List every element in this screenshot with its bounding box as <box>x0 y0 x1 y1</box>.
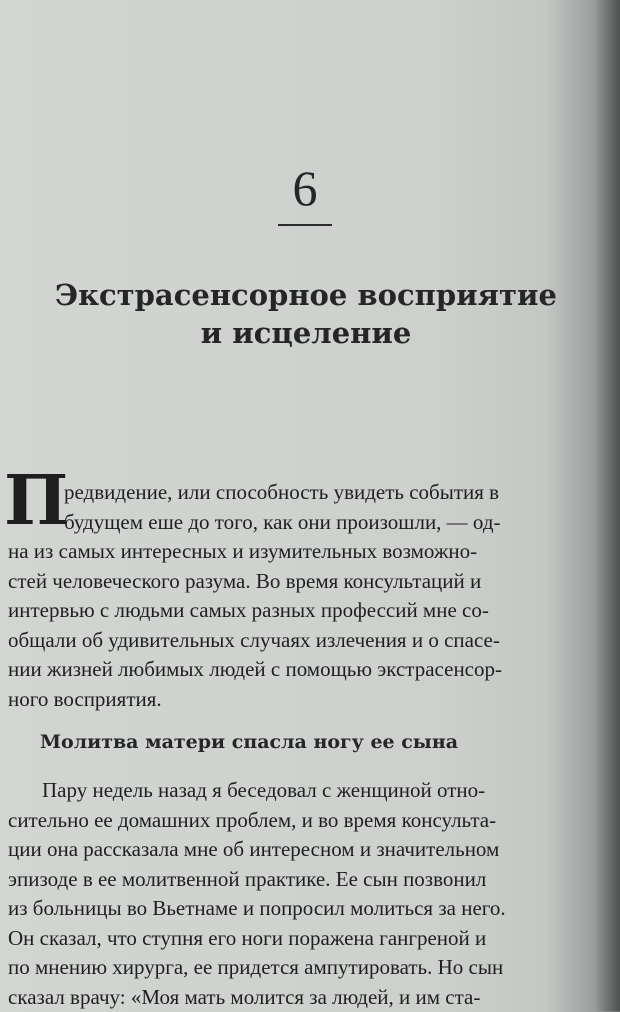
section-paragraph <box>8 776 594 1012</box>
paragraph-line: эпизоде в ее молитвенной практике. Ее сын позвонил <box>8 865 594 895</box>
chapter-title-line-2: и исцеление <box>0 314 612 352</box>
paragraph-line: будущем еше до того, как они произошли, — од- <box>8 508 594 538</box>
paragraph-line: общали об удивительных случаях излечения и о спасе- <box>8 626 594 656</box>
paragraph-line: сительно ее домашних проблем, и во время консульта- <box>8 806 594 836</box>
paragraph-line: редвидение, или способность увидеть события в <box>8 478 594 508</box>
paragraph-line: стей человеческого разума. Во время консультаций и <box>8 567 594 597</box>
paragraph-line: Пару недель назад я беседовал с женщиной отно- <box>8 776 594 806</box>
drop-cap-letter: П <box>4 466 68 536</box>
paragraph-line: по мнению хирурга, ее придется ампутировать. Но сын <box>8 953 594 983</box>
chapter-number-underline <box>278 224 332 226</box>
paragraph-line: из больницы во Вьетнаме и попросил молиться за него. <box>8 894 594 924</box>
paragraph-line: интервью с людьми самых разных профессий мне со- <box>8 596 594 626</box>
paragraph-line: сказал врачу: «Моя мать молится за людей, и им ста- <box>8 983 594 1012</box>
section-heading: Молитва матери спасла ногу ее сына <box>40 728 458 756</box>
chapter-title-line-1: Экстрасенсорное восприятие <box>0 276 612 314</box>
chapter-number: 6 <box>0 158 610 218</box>
paragraph-line: ного восприятия. <box>8 685 594 715</box>
paragraph-line: нии жизней любимых людей с помощью экстрасенсор- <box>8 655 594 685</box>
chapter-title <box>0 276 612 352</box>
paragraph-line: Он сказал, что ступня его ноги поражена гангреной и <box>8 924 594 954</box>
page-edge-shadow <box>594 0 620 1011</box>
paragraph-line: на из самых интересных и изумительных возможно- <box>8 537 594 567</box>
paragraph-line: ции она рассказала мне об интересном и значительном <box>8 835 594 865</box>
intro-paragraph <box>8 478 594 714</box>
